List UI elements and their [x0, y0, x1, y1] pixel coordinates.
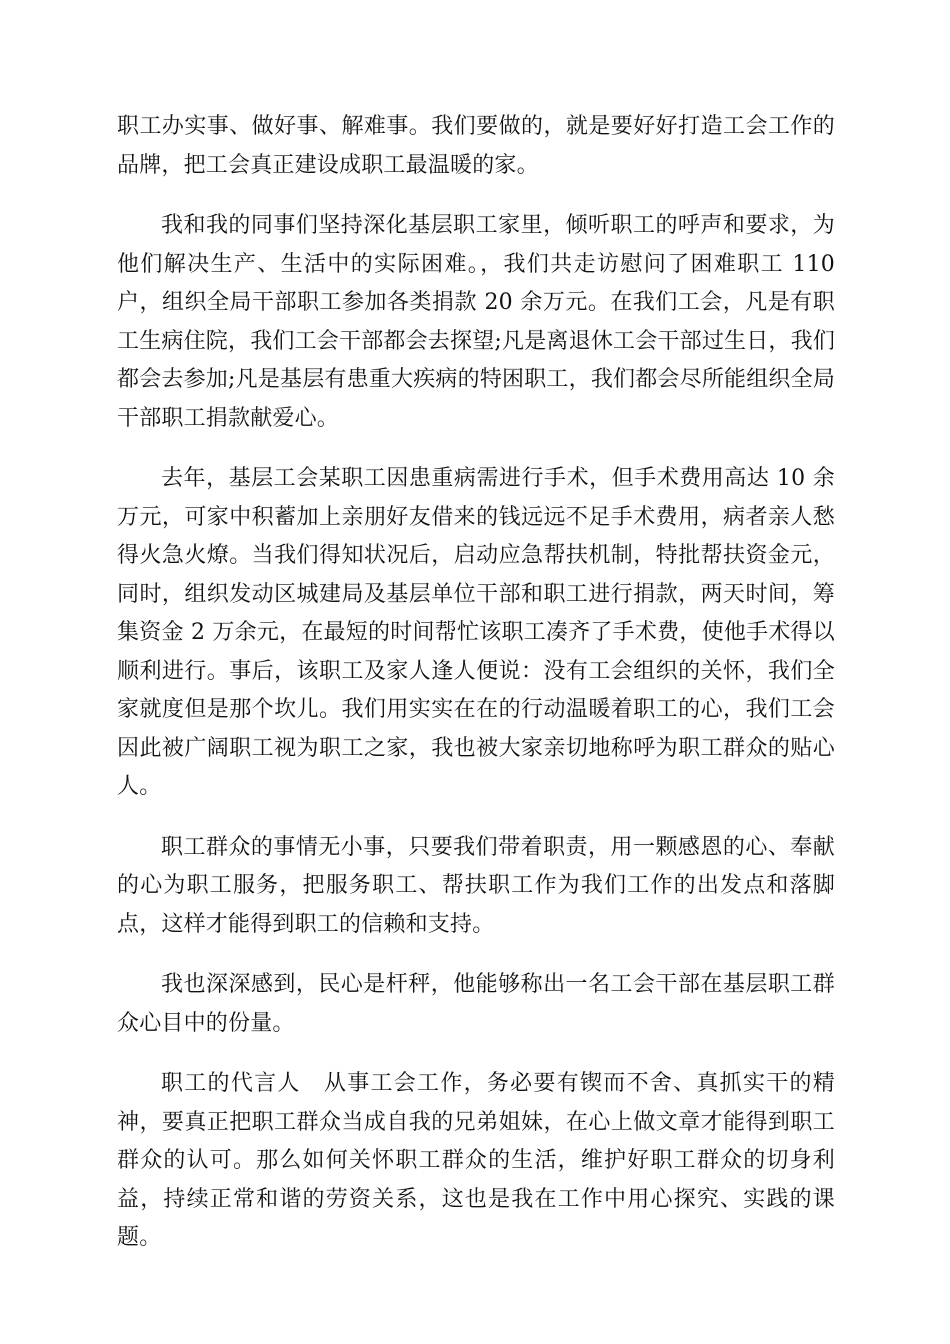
paragraph-3: 去年，基层工会某职工因患重病需进行手术，但手术费用高达 10 余万元，可家中积蓄加上亲朋好友借来的钱远远不足手术费用，病者亲人愁得火急火燎。当我们得知状况后，启动应急帮扶机制，特批帮扶资金元，同时，组织发动区城建局及基层单位干部和职工进行捐款，两天时间，筹集资金 2 万余元，在最短的时间帮忙该职工凑齐了手术费，使他手术得以顺利进行。事后，该职工及家人逢人便说：没有工会组织的关怀，我们全家就度但是那个坎儿。我们用实实在在的行动温暖着职工的心，我们工会因此被广阔职工视为职工之家，我也被大家亲切地称呼为职工群众的贴心人。 — [117, 466, 835, 799]
paragraph-2: 我和我的同事们坚持深化基层职工家里，倾听职工的呼声和要求，为他们解决生产、生活中的实际困难。，我们共走访慰问了困难职工 110 户，组织全局干部职工参加各类捐款 20 余万元。在我们工会，凡是有职工生病住院，我们工会干部都会去探望;凡是离退休工会干部过生日，我们都会去参加;凡是基层有患重大疾病的特困职工，我们都会尽所能组织全局干部职工捐款献爱心。 — [117, 213, 836, 431]
paragraph-1: 职工办实事、做好事、解难事。我们要做的，就是要好好打造工会工作的品牌，把工会真正建设成职工最温暖的家。 — [117, 114, 835, 178]
document-body — [117, 108, 835, 1280]
paragraph-4: 职工群众的事情无小事，只要我们带着职责，用一颗感恩的心、奉献的心为职工服务，把服务职工、帮扶职工作为我们工作的出发点和落脚点，这样才能得到职工的信赖和支持。 — [117, 834, 835, 937]
paragraph-6: 职工的代言人 从事工会工作，务必要有锲而不舍、真抓实干的精神，要真正把职工群众当成自我的兄弟姐妹，在心上做文章才能得到职工群众的认可。那么如何关怀职工群众的生活，维护好职工群众的切身利益，持续正常和谐的劳资关系，这也是我在工作中用心探究、实践的课题。 — [117, 1071, 835, 1250]
paragraph-5: 我也深深感到，民心是杆秤，他能够称出一名工会干部在基层职工群众心目中的份量。 — [117, 972, 835, 1036]
